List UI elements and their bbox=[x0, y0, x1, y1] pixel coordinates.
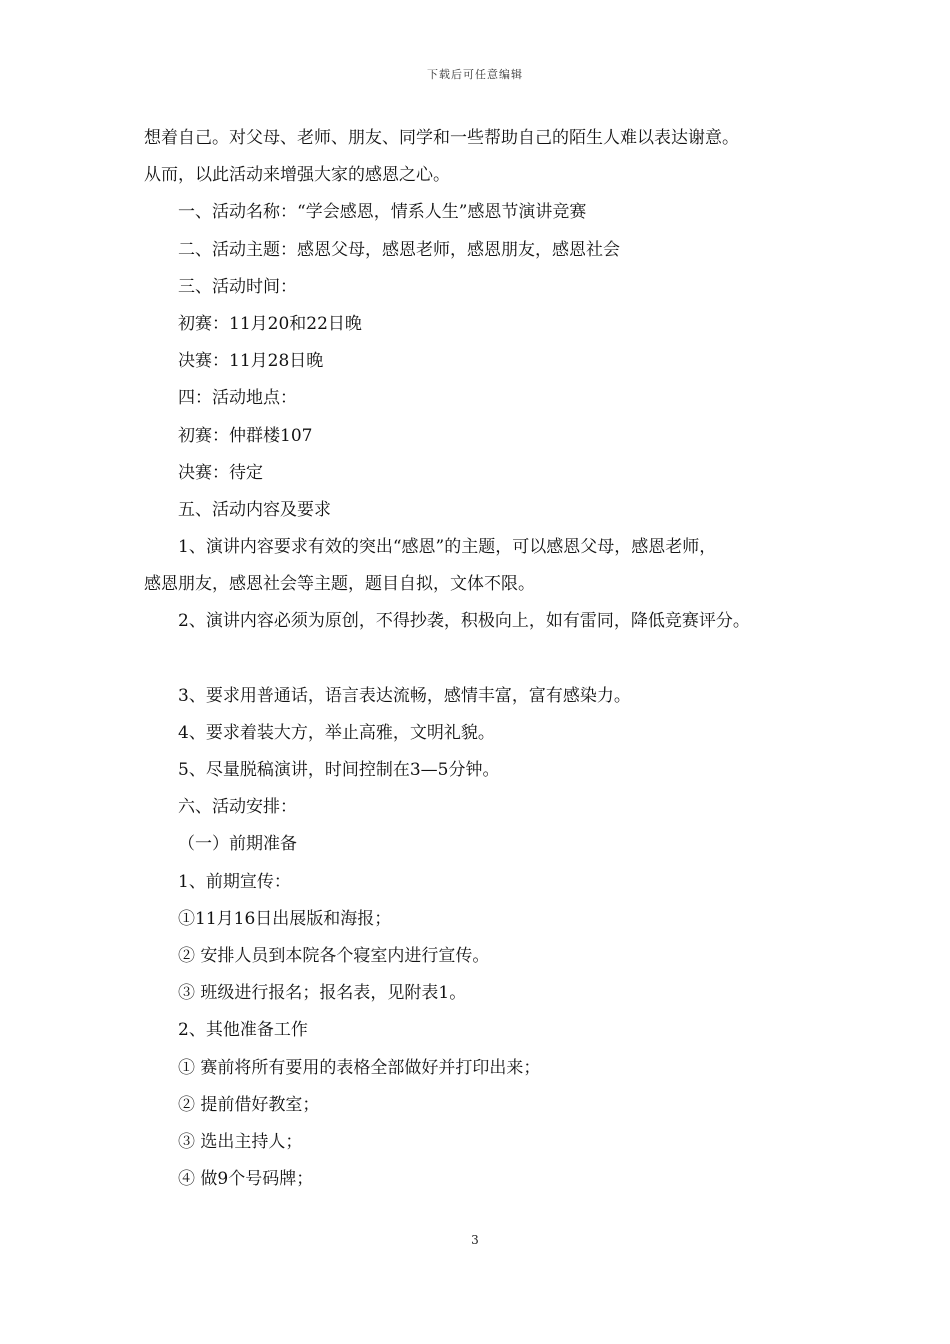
paragraph-line: 从而，以此活动来增强大家的感恩之心。 bbox=[144, 165, 450, 186]
list-heading: 1、前期宣传： bbox=[178, 871, 291, 892]
activity-name: 一、活动名称：“学会感恩，情系人生”感恩节演讲竞赛 bbox=[178, 202, 587, 223]
list-item: ② 提前借好教室； bbox=[178, 1094, 320, 1115]
requirement-item: 3、要求用普通话，语言表达流畅，感情丰富，富有感染力。 bbox=[178, 685, 631, 706]
list-item: ② 安排人员到本院各个寝室内进行宣传。 bbox=[178, 945, 490, 966]
requirement-item: 1、演讲内容要求有效的突出“感恩”的主题，可以感恩父母，感恩老师， bbox=[178, 537, 717, 558]
final-time: 决赛：11月28日晚 bbox=[178, 351, 324, 372]
list-item: ① 赛前将所有要用的表格全部做好并打印出来； bbox=[178, 1057, 541, 1078]
list-item: ④ 做9个号码牌； bbox=[178, 1169, 314, 1190]
document-body bbox=[144, 124, 824, 1202]
list-heading: 2、其他准备工作 bbox=[178, 1020, 308, 1041]
prelim-time: 初赛：11月20和22日晚 bbox=[178, 313, 362, 334]
paragraph-line: 想着自己。对父母、老师、朋友、同学和一些帮助自己的陌生人难以表达谢意。 bbox=[144, 128, 739, 148]
requirement-item: 2、演讲内容必须为原创，不得抄袭，积极向上，如有雷同，降低竞赛评分。 bbox=[178, 611, 750, 632]
section-heading-arrangement: 六、活动安排： bbox=[178, 797, 297, 818]
prelim-location: 初赛：仲群楼107 bbox=[178, 425, 313, 446]
list-item: ③ 选出主持人； bbox=[178, 1131, 303, 1152]
section-heading-location: 四：活动地点： bbox=[178, 388, 297, 409]
final-location: 决赛：待定 bbox=[178, 462, 263, 483]
requirement-item: 5、尽量脱稿演讲，时间控制在3—5分钟。 bbox=[178, 760, 500, 780]
activity-theme: 二、活动主题：感恩父母，感恩老师，感恩朋友，感恩社会 bbox=[178, 239, 620, 260]
list-item: ①11月16日出展版和海报； bbox=[178, 908, 392, 929]
subsection-heading: （一）前期准备 bbox=[178, 834, 297, 855]
section-heading-requirements: 五、活动内容及要求 bbox=[178, 499, 331, 520]
section-heading-time: 三、活动时间： bbox=[178, 276, 297, 297]
page-header: 下载后可任意编辑 bbox=[427, 68, 523, 81]
requirement-item-continued: 感恩朋友，感恩社会等主题，题目自拟，文体不限。 bbox=[144, 574, 535, 595]
list-item: ③ 班级进行报名；报名表，见附表1。 bbox=[178, 983, 467, 1004]
requirement-item: 4、要求着装大方，举止高雅，文明礼貌。 bbox=[178, 722, 495, 743]
page-number: 3 bbox=[471, 1233, 479, 1247]
blank-line bbox=[144, 645, 824, 682]
